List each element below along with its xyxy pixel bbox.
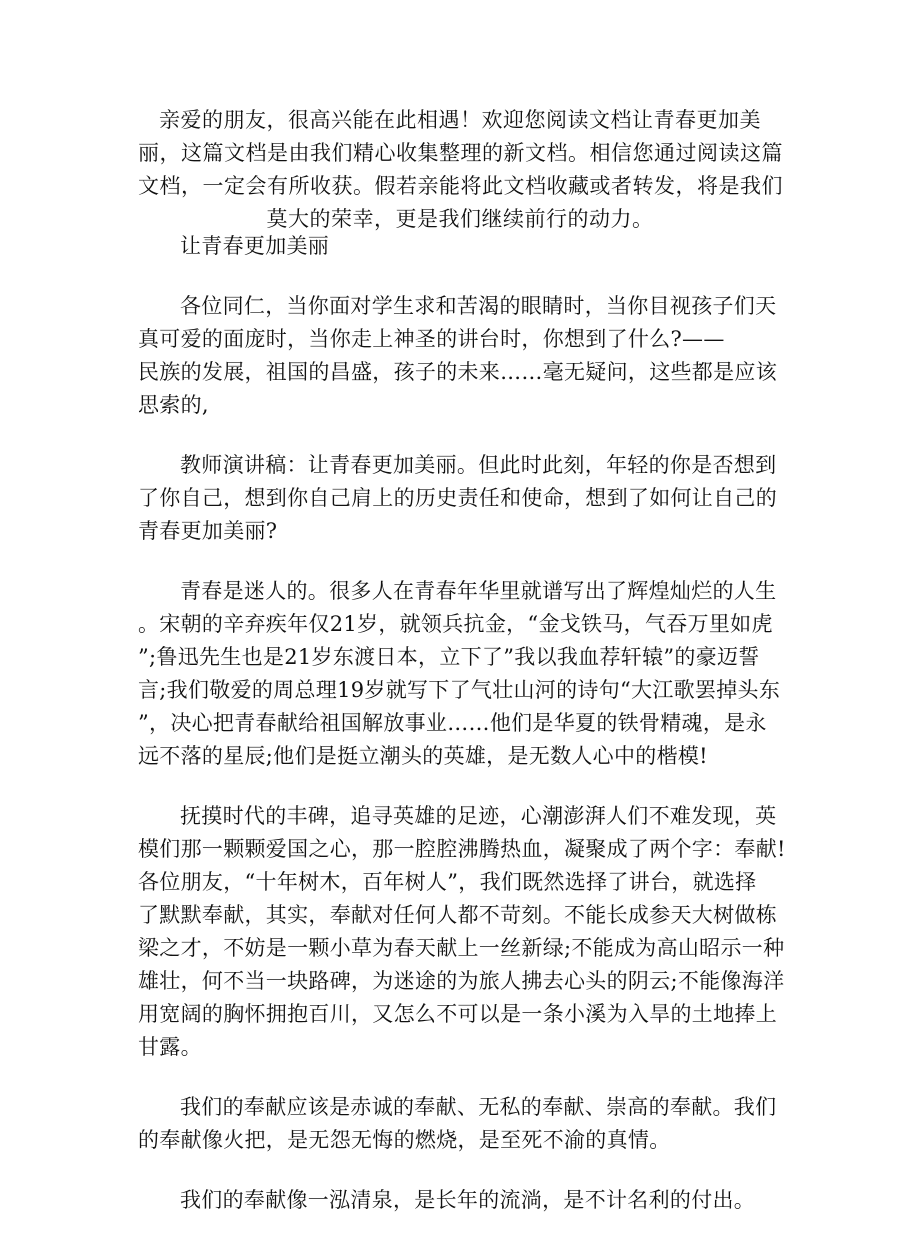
paragraph-line: 青春是迷人的。很多人在青春年华里就谱写出了辉煌灿烂的人生 [180, 579, 777, 603]
paragraph [138, 800, 786, 1064]
paragraph-line: 各位朋友，“十年树木，百年树人”，我们既然选择了讲台，就选择 [138, 870, 757, 894]
paragraph [138, 575, 782, 773]
paragraph-line: 我们的奉献应该是赤诚的奉献、无私的奉献、崇高的奉献。我们 [180, 1095, 777, 1119]
paragraph [138, 449, 782, 548]
intro-line: 莫大的荣幸，更是我们继续前行的动力。 [266, 207, 654, 231]
paragraph-line: 教师演讲稿：让青春更加美丽。但此时此刻，年轻的你是否想到 [180, 453, 777, 477]
paragraph-line: 。宋朝的辛弃疾年仅21岁，就领兵抗金，“金戈铁马，气吞万里如虎 [138, 612, 773, 636]
document-title-text: 让青春更加美丽 [180, 234, 330, 258]
paragraph-line: 梁之才，不妨是一颗小草为春天献上一丝新绿;不能成为高山昭示一种 [138, 936, 785, 960]
paragraph-line: 抚摸时代的丰碑，追寻英雄的足迹，心潮澎湃人们不难发现，英 [180, 804, 777, 828]
intro-line: 丽，这篇文档是由我们精心收集整理的新文档。相信您通过阅读这篇 [138, 141, 783, 165]
paragraph-line: 雄壮，何不当一块路碑，为迷途的为旅人拂去心头的阴云;不能像海洋 [138, 969, 785, 993]
paragraph-line: 思索的, [138, 393, 209, 417]
intro-notice [138, 104, 782, 236]
paragraph-line: 用宽阔的胸怀拥抱百川，又怎么不可以是一条小溪为入旱的土地捧上 [138, 1002, 777, 1026]
paragraph-line: 模们那一颗颗爱国之心，那一腔腔沸腾热血，凝聚成了两个字：奉献! [138, 837, 786, 861]
paragraph-line: ”，决心把青春献给祖国解放事业……他们是华夏的铁骨精魂，是永 [138, 711, 767, 735]
paragraph-line: 了默默奉献，其实，奉献对任何人都不苛刻。不能长成参天大树做栋 [138, 903, 777, 927]
document-body [138, 230, 786, 1244]
paragraph-line: 民族的发展，祖国的昌盛，孩子的未来……毫无疑问，这些都是应该 [138, 360, 777, 384]
paragraph-line: 远不落的星辰;他们是挺立潮头的英雄，是无数人心中的楷模! [138, 744, 708, 768]
paragraph-line: ”;鲁迅先生也是21岁东渡日本，立下了”我以我血荐轩辕”的豪迈誓 [138, 645, 760, 669]
paragraph-line: 言;我们敬爱的周总理19岁就写下了气壮山河的诗句“大江歌罢掉头东 [138, 678, 781, 702]
paragraph-line: 的奉献像火把，是无怨无悔的燃烧，是至死不渝的真情。 [138, 1128, 671, 1152]
intro-line: 亲爱的朋友，很高兴能在此相遇！欢迎您阅读文档让青春更加美 [159, 108, 761, 132]
paragraph [138, 290, 782, 422]
paragraph-line: 我们的奉献像一泓清泉，是长年的流淌，是不计名利的付出。 [180, 1188, 756, 1212]
paragraph [138, 1184, 782, 1217]
document-title [138, 230, 782, 263]
paragraph [138, 1091, 782, 1157]
paragraph-line: 真可爱的面庞时，当你走上神圣的讲台时，你想到了什么?—— [138, 327, 725, 351]
paragraph-line: 甘露。 [138, 1035, 202, 1059]
paragraph-line: 了你自己，想到你自己肩上的历史责任和使命，想到了如何让自己的 [138, 486, 777, 510]
intro-line: 文档，一定会有所收获。假若亲能将此文档收藏或者转发，将是我们 [138, 174, 783, 198]
paragraph-line: 各位同仁，当你面对学生求和苦渴的眼睛时，当你目视孩子们天 [180, 294, 777, 318]
paragraph-line: 青春更加美丽? [138, 519, 278, 543]
